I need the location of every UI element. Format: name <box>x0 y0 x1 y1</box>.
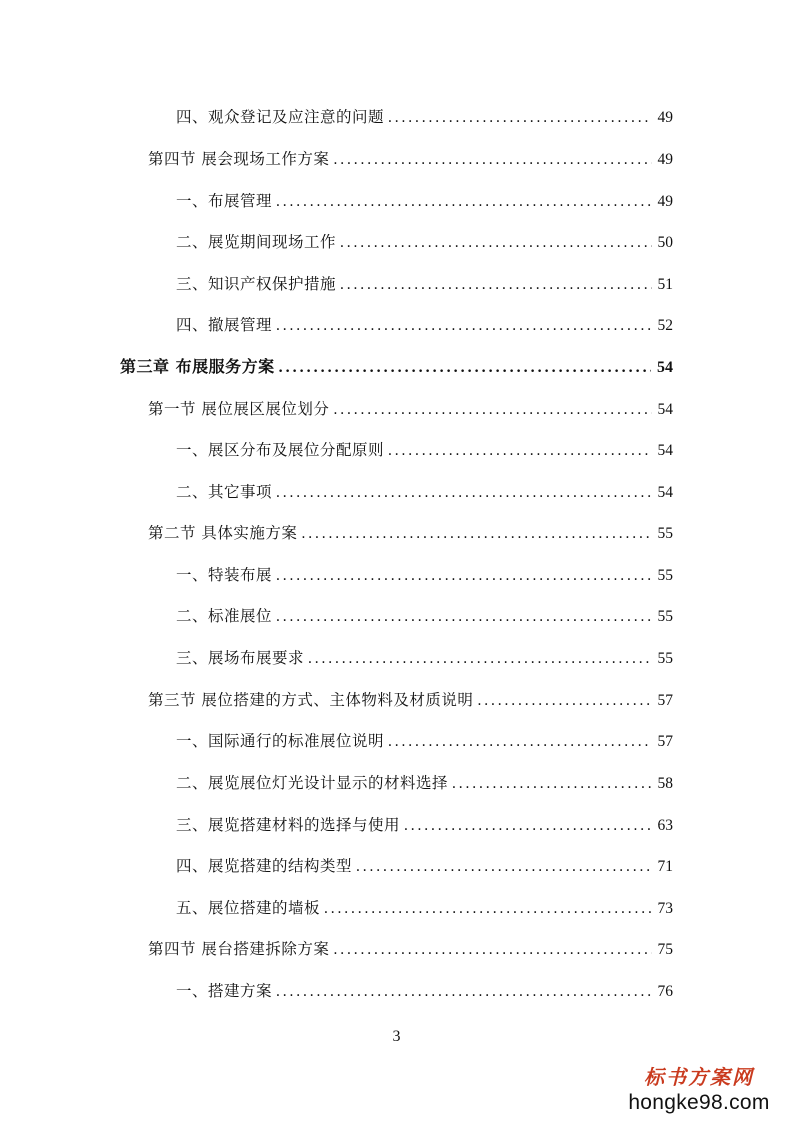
toc-page-number: 55 <box>657 567 673 584</box>
toc-dot-leader <box>324 897 651 921</box>
toc-dot-leader <box>276 314 651 338</box>
toc-entry[interactable] <box>176 563 673 587</box>
toc-page-number: 76 <box>657 983 673 1000</box>
toc-entry-chapter[interactable] <box>120 355 673 379</box>
toc-dot-leader <box>276 481 651 505</box>
toc-page-number: 71 <box>657 858 673 875</box>
toc-entry-title: 一、国际通行的标准展位说明 <box>176 732 385 750</box>
toc-entry-title: 一、展区分布及展位分配原则 <box>176 441 385 459</box>
toc-dot-leader <box>340 273 651 297</box>
toc-page-number: 54 <box>657 401 673 418</box>
toc-entry[interactable] <box>176 646 673 670</box>
toc-page-number: 57 <box>657 733 673 750</box>
toc-dot-leader <box>301 522 651 546</box>
toc-dot-leader <box>276 190 651 214</box>
watermark-site-url: hongke98.com <box>628 1091 770 1114</box>
toc-entry[interactable] <box>176 313 673 337</box>
toc-entry[interactable] <box>148 397 673 421</box>
toc-dot-leader <box>276 564 651 588</box>
toc-entry-title: 第四节 展会现场工作方案 <box>148 150 330 168</box>
watermark-site-name: 标书方案网 <box>644 1065 754 1089</box>
toc-page-number: 49 <box>657 151 673 168</box>
toc-dot-leader <box>279 356 651 380</box>
toc-entry[interactable] <box>176 729 673 753</box>
toc-page-number: 50 <box>657 234 673 251</box>
toc-entry-title: 二、展览展位灯光设计显示的材料选择 <box>176 774 449 792</box>
toc-entry[interactable] <box>176 480 673 504</box>
toc-page-number: 51 <box>657 276 673 293</box>
toc-entry-title: 第三章 布展服务方案 <box>120 357 275 376</box>
toc-dot-leader <box>308 647 651 671</box>
toc-entry-title: 四、展览搭建的结构类型 <box>176 857 353 875</box>
toc-page-number: 75 <box>657 941 673 958</box>
toc-dot-leader <box>404 814 651 838</box>
toc-entry[interactable] <box>176 896 673 920</box>
toc-entry-title: 一、布展管理 <box>176 192 273 210</box>
toc-page-number: 55 <box>657 650 673 667</box>
toc-dot-leader <box>276 605 651 629</box>
toc-dot-leader <box>388 106 651 130</box>
toc-entry[interactable] <box>176 854 673 878</box>
toc-entry-title: 一、特装布展 <box>176 566 273 584</box>
toc-entry[interactable] <box>176 604 673 628</box>
toc-entry[interactable] <box>176 272 673 296</box>
toc-dot-leader <box>276 980 651 1004</box>
toc-entry-title: 二、标准展位 <box>176 607 273 625</box>
toc-page-number: 57 <box>657 692 673 709</box>
toc-dot-leader <box>452 772 651 796</box>
toc-page-number: 49 <box>657 109 673 126</box>
toc-page-number: 73 <box>657 900 673 917</box>
toc-entry-title: 三、知识产权保护措施 <box>176 275 337 293</box>
toc-entry[interactable] <box>148 521 673 545</box>
toc-entry[interactable] <box>176 189 673 213</box>
toc-entry[interactable] <box>148 147 673 171</box>
toc-page-number: 49 <box>657 193 673 210</box>
toc-page-number: 54 <box>657 442 673 459</box>
watermark-logo <box>619 1064 779 1116</box>
toc-dot-leader <box>388 730 651 754</box>
toc-dot-leader <box>356 855 651 879</box>
toc-page-number: 54 <box>657 359 673 376</box>
toc-dot-leader <box>388 439 651 463</box>
toc-entry-title: 第二节 具体实施方案 <box>148 524 298 542</box>
toc-page-number: 58 <box>657 775 673 792</box>
toc-entry-title: 一、搭建方案 <box>176 982 273 1000</box>
toc-dot-leader <box>477 689 651 713</box>
toc-entry[interactable] <box>176 230 673 254</box>
toc-entry[interactable] <box>148 688 673 712</box>
toc-entry-title: 第一节 展位展区展位划分 <box>148 400 330 418</box>
toc-entry-title: 三、展览搭建材料的选择与使用 <box>176 816 401 834</box>
toc-dot-leader <box>333 938 651 962</box>
toc-page-number: 54 <box>657 484 673 501</box>
toc-dot-leader <box>333 398 651 422</box>
toc-entry[interactable] <box>176 105 673 129</box>
toc-page-number: 52 <box>657 317 673 334</box>
toc-page-number: 55 <box>657 525 673 542</box>
toc-entry-title: 第四节 展台搭建拆除方案 <box>148 940 330 958</box>
toc-entry-title: 四、观众登记及应注意的问题 <box>176 108 385 126</box>
toc-entry[interactable] <box>176 438 673 462</box>
toc-entry[interactable] <box>148 937 673 961</box>
toc-entry[interactable] <box>176 771 673 795</box>
toc-entry-title: 第三节 展位搭建的方式、主体物料及材质说明 <box>148 691 474 709</box>
toc-page-number: 63 <box>657 817 673 834</box>
toc-entry-title: 四、撤展管理 <box>176 316 273 334</box>
toc-entry[interactable] <box>176 813 673 837</box>
page-number: 3 <box>392 1028 401 1045</box>
toc-entry[interactable] <box>176 979 673 1003</box>
toc-entry-title: 三、展场布展要求 <box>176 649 305 667</box>
toc-entry-title: 二、展览期间现场工作 <box>176 233 337 251</box>
toc-entry-title: 二、其它事项 <box>176 483 273 501</box>
toc-page-number: 55 <box>657 608 673 625</box>
toc-entry-title: 五、展位搭建的墙板 <box>176 899 321 917</box>
toc-dot-leader <box>333 148 651 172</box>
toc-dot-leader <box>340 231 651 255</box>
